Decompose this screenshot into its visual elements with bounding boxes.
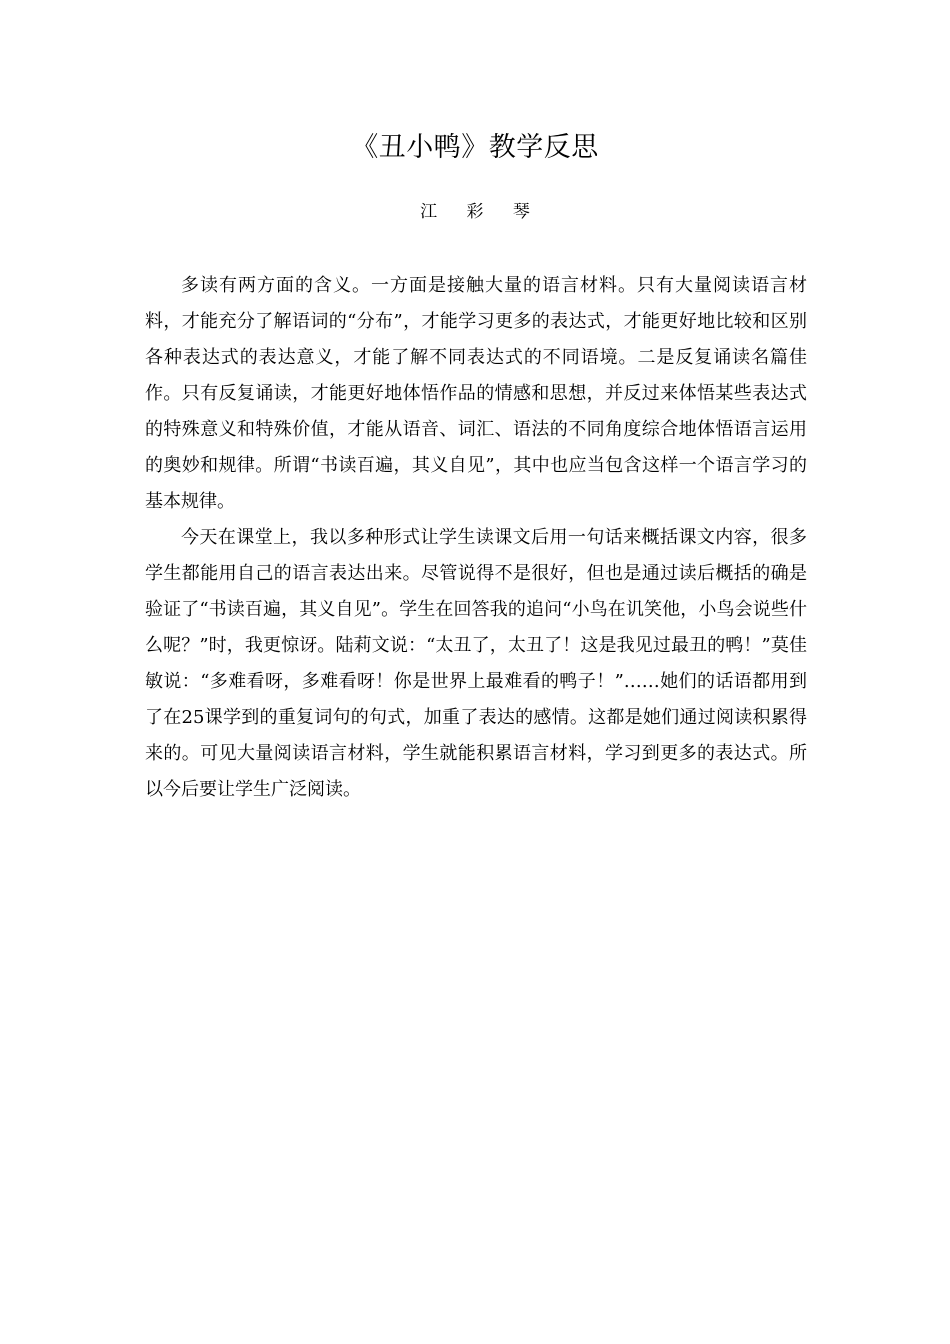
paragraph: 今天在课堂上，我以多种形式让学生读课文后用一句话来概括课文内容，很多学生都能用自己的语言表达出来。尽管说得不是很好，但也是通过读后概括的确是验证了“书读百遍，其义自见”。学生在回答我的追问“小鸟在讥笑他，小鸟会说些什么呢？”时，我更惊讶。陆莉文说：“太丑了，太丑了！这是我见过最丑的鸭！”莫佳敏说：“多难看呀，多难看呀！你是世界上最难看的鸭子！”……她们的话语都用到了在25课学到的重复词句的句式，加重了表达的感情。这都是她们通过阅读积累得来的。可见大量阅读语言材料，学生就能积累语言材料，学习到更多的表达式。所以今后要让学生广泛阅读。 xyxy=(145,527,807,800)
document-title: 《丑小鸭》教学反思 xyxy=(351,132,599,163)
document-body xyxy=(145,268,807,808)
author-name: 江 彩 琴 xyxy=(420,202,542,222)
paragraph: 多读有两方面的含义。一方面是接触大量的语言材料。只有大量阅读语言材料，才能充分了解语词的“分布”，才能学习更多的表达式，才能更好地比较和区别各种表达式的表达意义，才能了解不同表达式的不同语境。二是反复诵读名篇佳作。只有反复诵读，才能更好地体悟作品的情感和思想，并反过来体悟某些表达式的特殊意义和特殊价值，才能从语音、词汇、语法的不同角度综合地体悟语言运用的奥妙和规律。所谓“书读百遍，其义自见”，其中也应当包含这样一个语言学习的基本规律。 xyxy=(145,275,807,512)
